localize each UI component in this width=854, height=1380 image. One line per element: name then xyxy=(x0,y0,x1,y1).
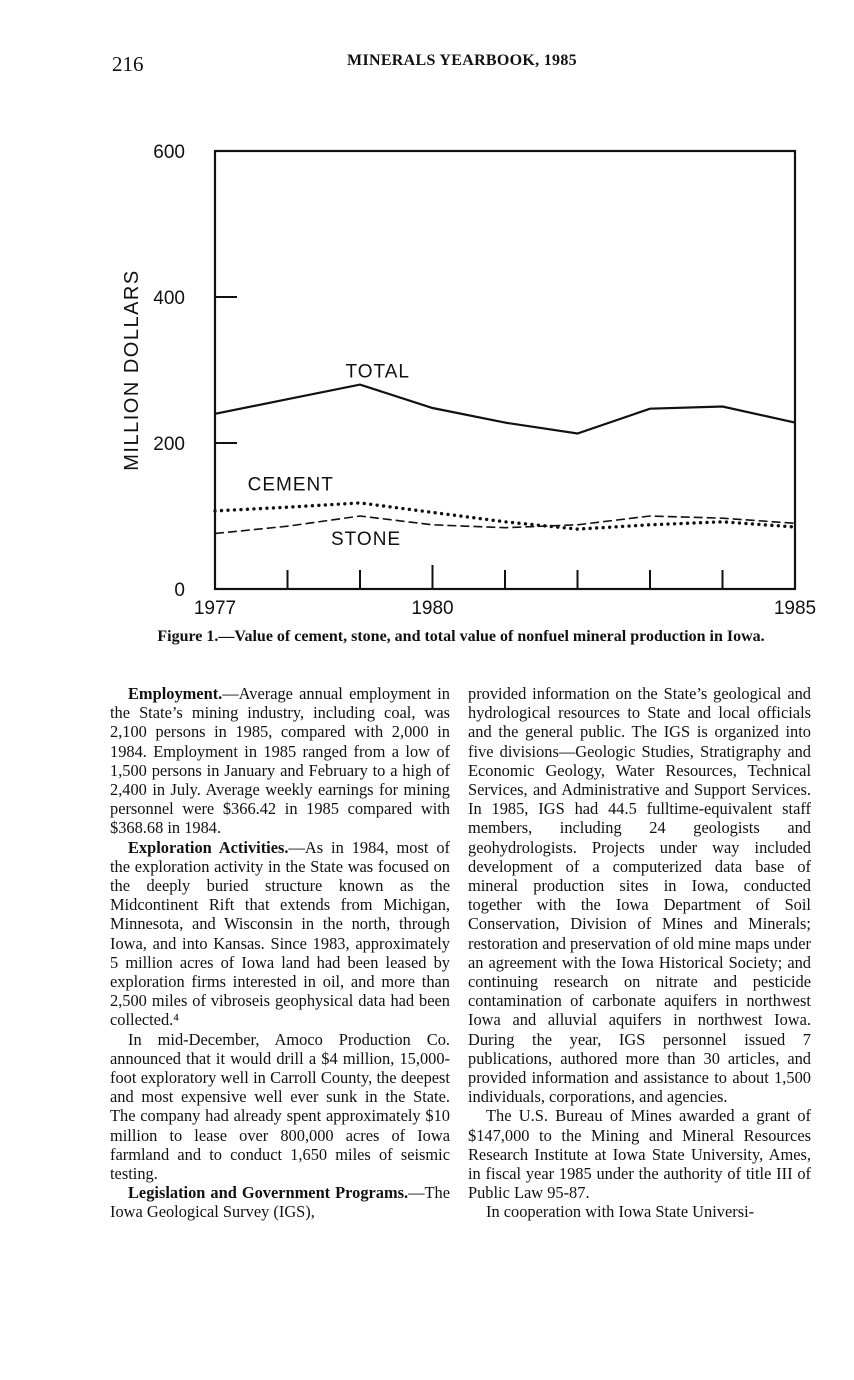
series-line-stone xyxy=(215,516,795,534)
text-amoco: In mid-December, Amoco Production Co. announced that it would drill a $4 million, 15,000-foot exploratory well in Carroll County, the deepest and most expensive well ever sunk in the State. The company had already spent approximately $10 million to lease over 800,000 acres of Iowa farmland and to conduct 1,650 miles of seismic testing. xyxy=(110,1029,450,1184)
y-axis-label: MILLION DOLLARS xyxy=(121,269,143,471)
heading-legislation: Legislation and Government Programs. xyxy=(128,1183,409,1203)
series-label: STONE xyxy=(331,529,402,551)
paragraph-legislation xyxy=(110,1183,450,1221)
paragraph-employment xyxy=(110,684,450,838)
paragraph-exploration xyxy=(110,838,450,1030)
y-tick-label: 600 xyxy=(153,142,185,163)
y-tick-label: 0 xyxy=(174,580,185,601)
paragraph-igs xyxy=(468,684,811,1106)
series-line-total xyxy=(215,385,795,434)
x-tick-label: 1980 xyxy=(411,598,454,619)
x-tick-label: 1977 xyxy=(193,598,237,619)
text-employment: —Average annual employment in the State’s mining industry, including coal, was 2,100 persons in 1985, compared with 2,000 in 1984. Employment in 1985 ranged from a low of 1,500 persons in January and February to a high of 2,400 in July. Average weekly earnings for mining personnel were $366.42 in 1985 compared with $368.68 in 1984. xyxy=(110,684,450,838)
left-column xyxy=(110,684,450,1222)
series-label: TOTAL xyxy=(345,361,410,383)
text-exploration: —As in 1984, most of the exploration activity in the State was focused on the deeply buried structure known as the Midcontinent Rift that extends from Michigan, Minnesota, and Wisconsin in the north, through Iowa, and into Kansas. Since 1983, approximately 5 million acres of Iowa land had been leased by exploration firms interested in oil, and more than 2,500 miles of vibroseis geophysical data had been collected.⁴ xyxy=(110,837,450,1030)
running-title: MINERALS YEARBOOK, 1985 xyxy=(347,52,577,69)
y-tick-label: 400 xyxy=(153,288,185,309)
text-grant: The U.S. Bureau of Mines awarded a grant of $147,000 to the Mining and Mineral Resources Research Institute at Iowa State University, Ames, in fiscal year 1985 under the authority of title III of Public Law 95-87. xyxy=(468,1106,811,1203)
heading-employment: Employment. xyxy=(128,684,223,703)
heading-exploration: Exploration Activities. xyxy=(128,837,289,857)
paragraph-cooperation xyxy=(468,1202,811,1221)
text-legislation: —The Iowa Geological Survey (IGS), xyxy=(110,1183,450,1222)
y-tick-label: 200 xyxy=(153,434,185,455)
series-line-cement xyxy=(215,503,795,529)
page-number: 216 xyxy=(112,52,144,76)
text-igs: provided information on the State’s geological and hydrological resources to State and local officials and the general public. The IGS is organized into five divisions—Geologic Studies, Stratigraphy and Economic Geology, Water Resources, Technical Services, and Administrative and Support Services. In 1985, IGS had 44.5 fulltime-equivalent staff members, including 24 geologists and geohydrologists. Projects under way included development of a computerized data base of mineral production sites in Iowa, conducted together with the Iowa Department of Soil Conservation, Division of Mines and Minerals; restoration and preservation of old mine maps under an agreement with the Iowa Historical Society; and continuing research on nitrate and pesticide contamination of carbonate aquifers in northwest Iowa and alluvial aquifers in northwest Iowa. During the year, IGS personnel issued 7 publications, authored more than 30 articles, and provided information and assistance to about 1,500 individuals, corporations, and agencies. xyxy=(468,684,811,1107)
x-tick-label: 1985 xyxy=(773,598,817,619)
right-column xyxy=(468,684,811,1222)
paragraph-amoco xyxy=(110,1030,450,1184)
series-label: CEMENT xyxy=(247,474,334,496)
figure-1-chart xyxy=(0,0,854,625)
paragraph-grant xyxy=(468,1106,811,1202)
text-cooperation: In cooperation with Iowa State Universi- xyxy=(486,1202,755,1222)
figure-caption: Figure 1.—Value of cement, stone, and total value of nonfuel mineral production in Iowa. xyxy=(157,628,765,645)
